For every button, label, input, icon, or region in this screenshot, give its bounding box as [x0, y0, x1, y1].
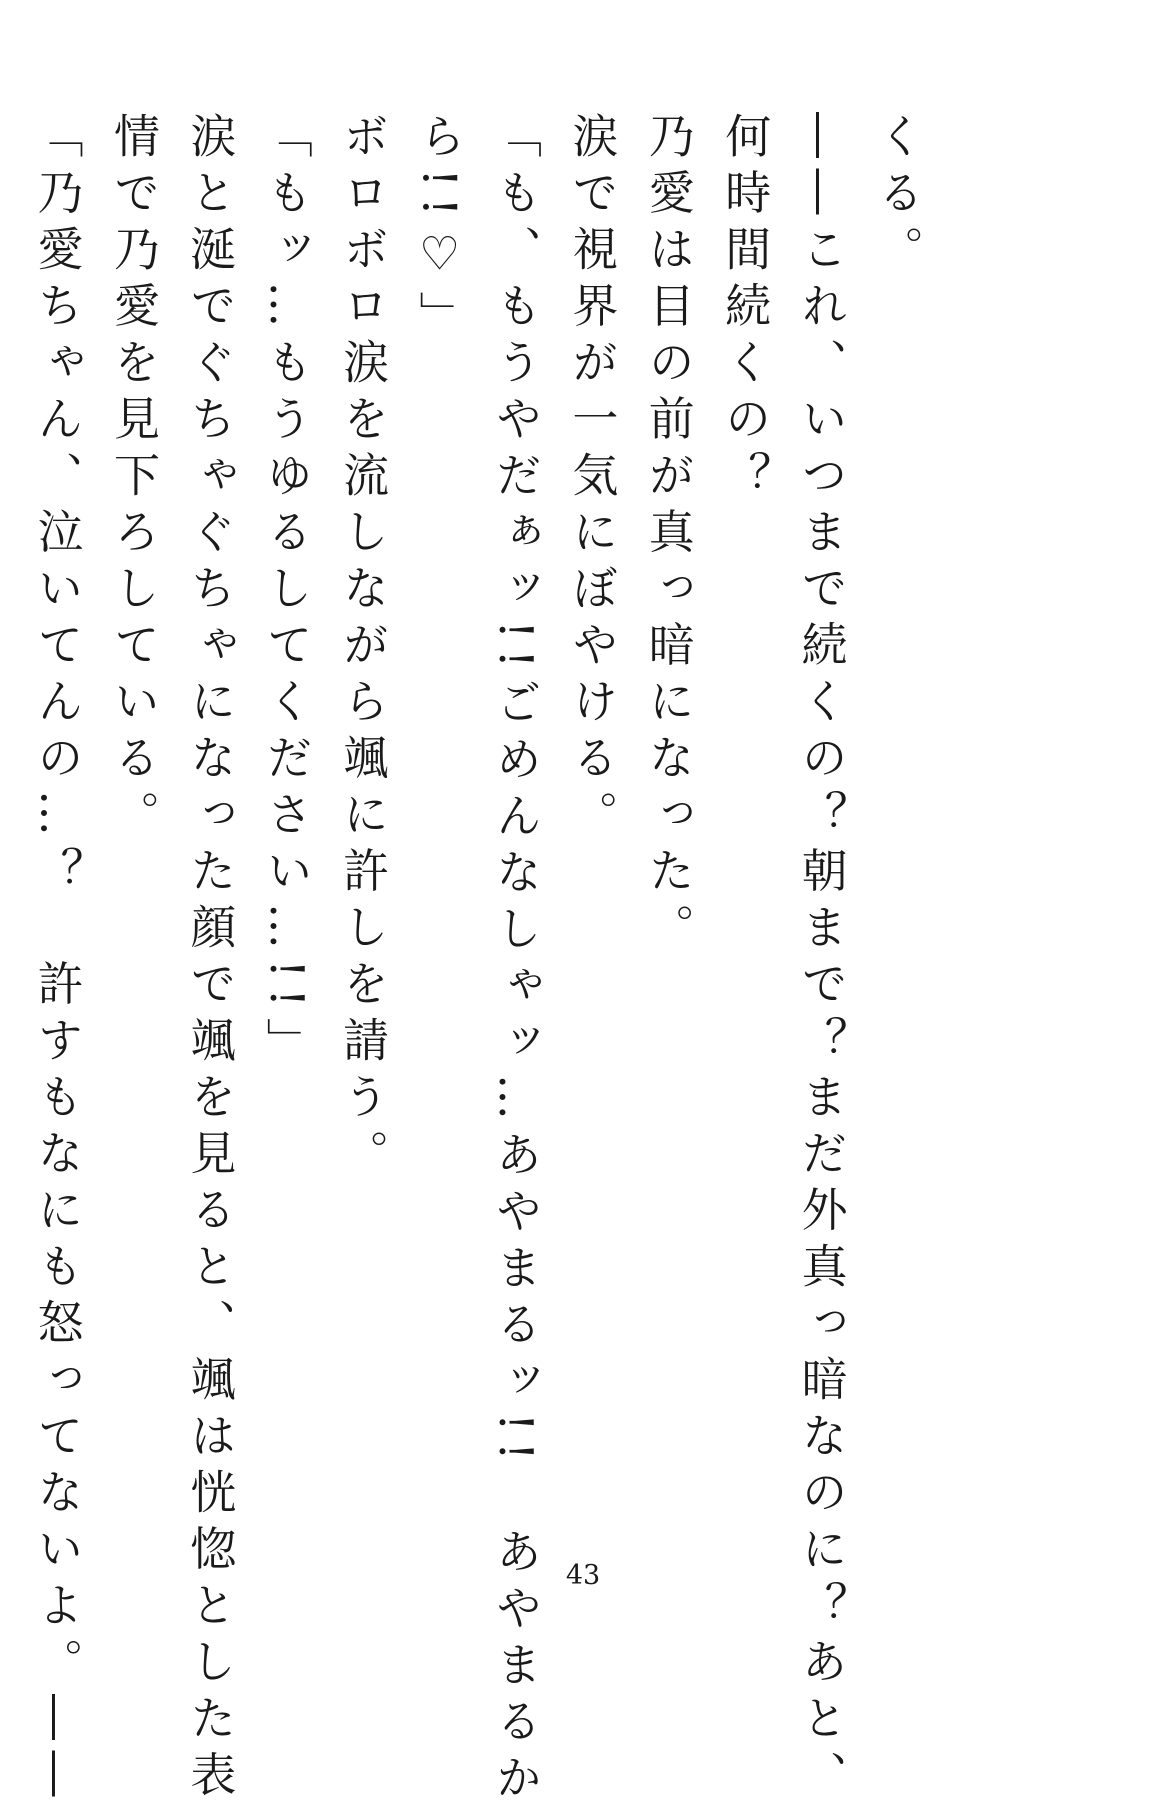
- text-line: 「乃愛ちゃん、泣いてんの…？ 許すもなにも怒ってないよ。――: [30, 112, 85, 1807]
- text-line: ボロボロ涙を流しながら颯に許しを請う。: [336, 112, 391, 1186]
- text-line: ――これ、いつまで続くの？朝まで？まだ外真っ暗なのに？あと、: [794, 112, 849, 1807]
- text-line: 「も、もうやだぁッ!!ごめんなしゃッ…あやまるッ!! あやまるか: [488, 112, 543, 1810]
- page-number: 43: [565, 1560, 601, 1591]
- text-line: 涙で視界が一気にぼやける。: [565, 112, 620, 847]
- text-line: 涙と涎でぐちゃぐちゃになった顔で颯を見ると、颯は恍惚とした表: [183, 112, 238, 1807]
- text-line: ら!!♡」: [412, 112, 467, 348]
- text-line: くる。: [871, 112, 925, 282]
- text-line: 「もッ…もうゆるしてください…!!」: [259, 112, 314, 1074]
- text-line: 情で乃愛を見下ろしている。: [106, 112, 161, 847]
- text-line: 何時間続くの？: [718, 112, 773, 508]
- text-line: 乃愛は目の前が真っ暗になった。: [641, 112, 696, 960]
